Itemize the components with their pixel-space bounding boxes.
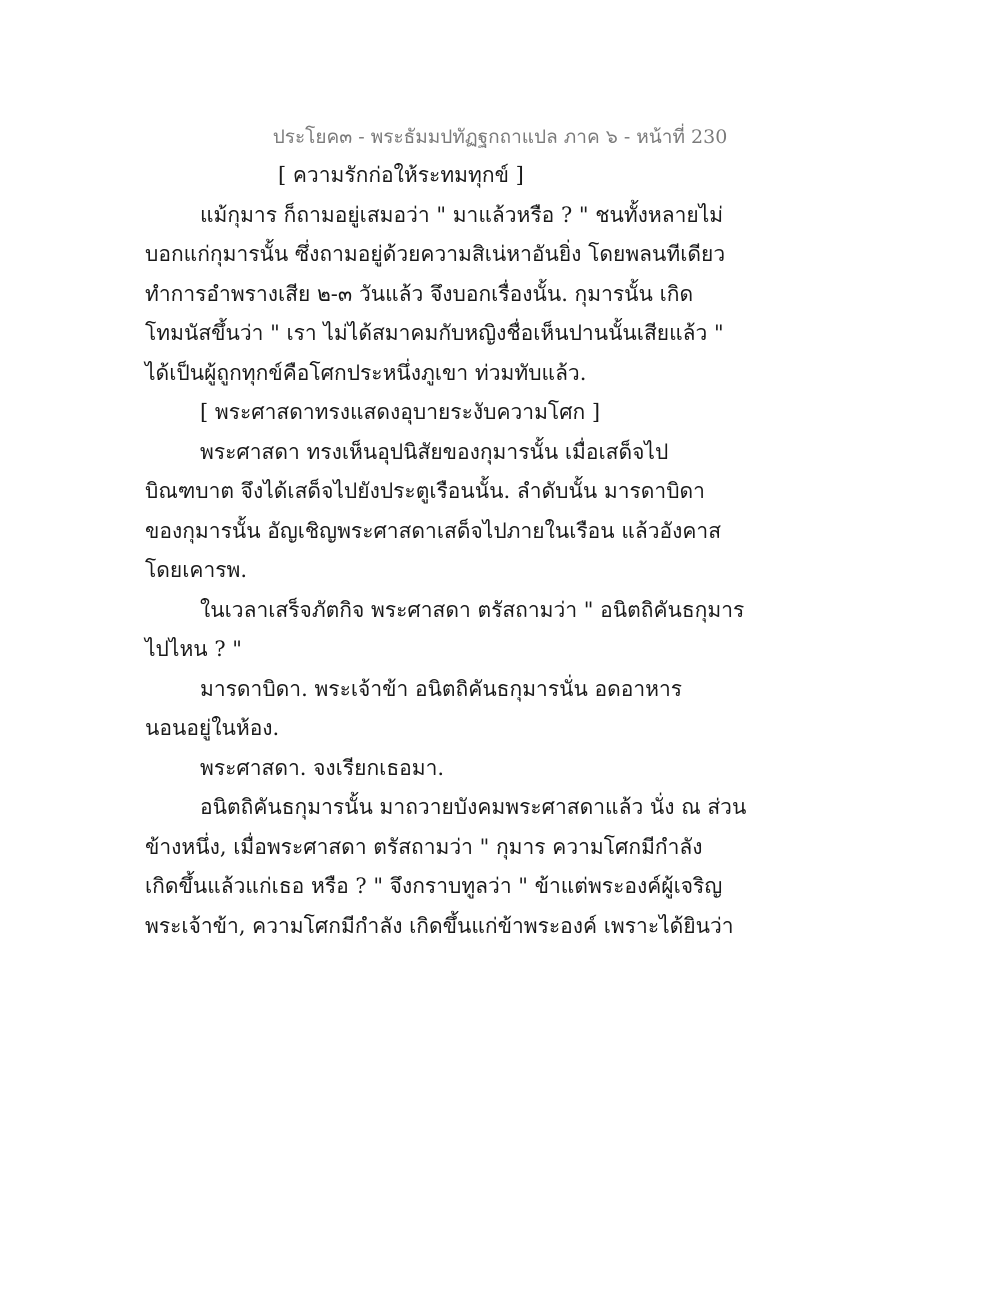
section-heading: [ พระศาสดาทรงแสดงอุบายระงับความโศก ] [200,400,601,424]
text-line: ข้างหนึ่ง, เมื่อพระศาสดา ตรัสถามว่า " กุมาร ความโศกมีกำลัง [145,835,703,859]
text-line: เกิดขึ้นแล้วแก่เธอ หรือ ? " จึงกราบทูลว่า " ข้าแต่พระองค์ผู้เจริญ [145,874,723,898]
text-line: นอนอยู่ในห้อง. [145,716,280,740]
text-line: อนิตถิคันธกุมารนั้น มาถวายบังคมพระศาสดาแล้ว นั่ง ณ ส่วน [200,795,747,819]
text-line: มารดาบิดา. พระเจ้าข้า อนิตถิคันธกุมารนั่น อดอาหาร [200,677,683,701]
text-line: โทมนัสขึ้นว่า " เรา ไม่ได้สมาคมกับหญิงชื่อเห็นปานนั้นเสียแล้ว " [145,321,724,345]
text-line: ไปไหน ? " [145,637,242,661]
text-line: โดยเคารพ. [145,558,248,582]
text-line: บอกแก่กุมารนั้น ซึ่งถามอยู่ด้วยความสิเน่หาอันยิ่ง โดยพลนทีเดียว [145,242,726,266]
text-line: พระศาสดา ทรงเห็นอุปนิสัยของกุมารนั้น เมื่อเสด็จไป [200,440,669,464]
text-line: พระเจ้าข้า, ความโศกมีกำลัง เกิดขึ้นแก่ข้าพระองค์ เพราะได้ยินว่า [145,914,734,938]
text-line: ในเวลาเสร็จภัตกิจ พระศาสดา ตรัสถามว่า " อนิตถิคันธกุมาร [200,598,745,622]
text-line: ทำการอำพรางเสีย ๒-๓ วันแล้ว จึงบอกเรื่องนั้น. กุมารนั้น เกิด [145,282,694,306]
running-header: ประโยค๓ - พระธัมมปทัฏฐกถาแปล ภาค ๖ - หน้าที่ 230 [272,126,728,148]
text-line: บิณฑบาต จึงได้เสด็จไปยังประตูเรือนนั้น. ลำดับนั้น มารดาบิดา [145,479,705,503]
text-line: แม้กุมาร ก็ถามอยู่เสมอว่า " มาแล้วหรือ ? " ชนทั้งหลายไม่ [200,203,724,227]
section-heading: [ ความรักก่อให้ระทมทุกข์ ] [278,163,524,187]
text-line: ของกุมารนั้น อัญเชิญพระศาสดาเสด็จไปภายในเรือน แล้วอังคาส [145,519,722,543]
text-line: พระศาสดา. จงเรียกเธอมา. [200,756,445,780]
text-line: ได้เป็นผู้ถูกทุกข์คือโศกประหนึ่งภูเขา ท่วมทับแล้ว. [145,361,587,385]
